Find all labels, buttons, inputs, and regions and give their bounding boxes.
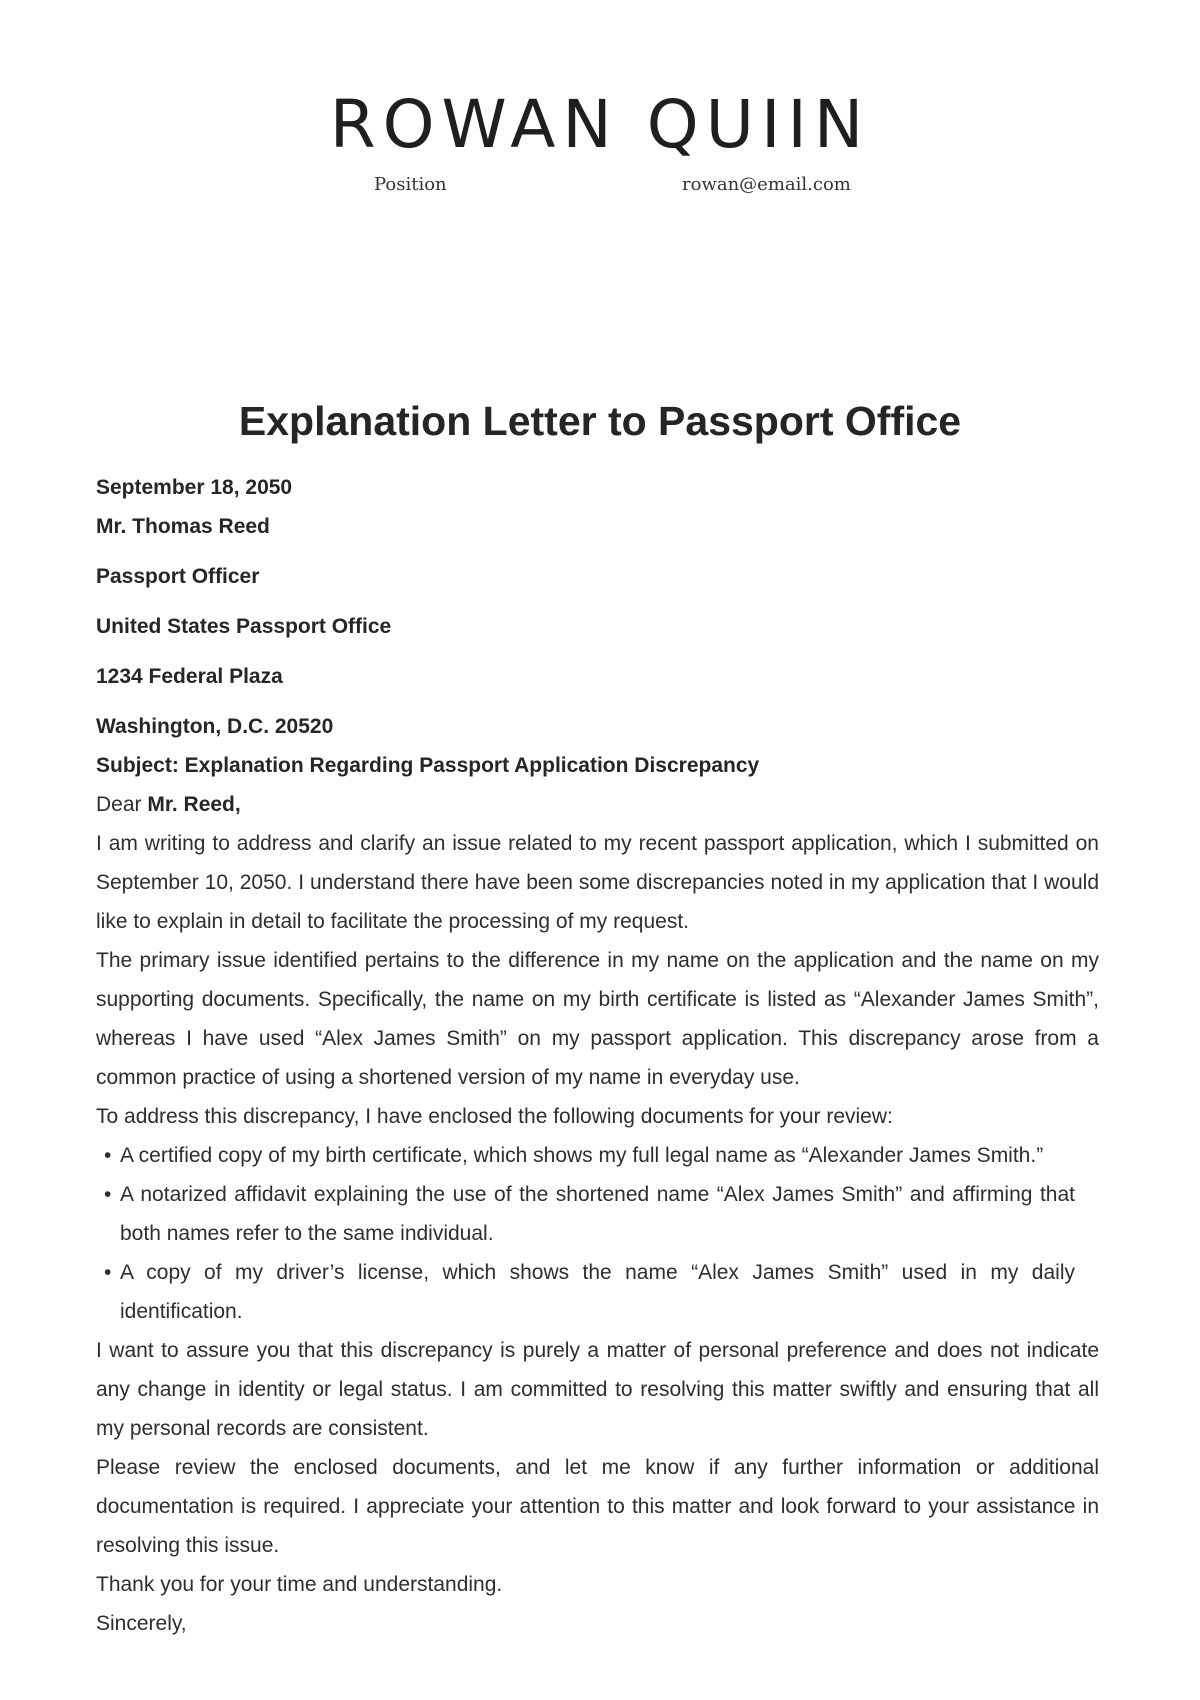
letter-date: September 18, 2050	[96, 476, 293, 499]
signoff: Sincerely,	[96, 1612, 187, 1635]
letterhead	[0, 86, 1200, 195]
bullet-icon: •	[104, 1183, 112, 1206]
enclosure-text: A copy of my driver’s license, which shows the name “Alex James Smith” used in my daily identification.	[120, 1261, 1075, 1323]
letter-body	[96, 468, 1099, 1643]
recipient-name: Mr. Thomas Reed	[96, 515, 270, 538]
bullet-icon: •	[104, 1261, 112, 1284]
enclosure-list	[96, 1136, 1099, 1331]
body-paragraph-3: To address this discrepancy, I have enclosed the following documents for your review:	[96, 1105, 893, 1128]
closing-paragraph-2: Please review the enclosed documents, and let me know if any further information or additional documentation is required. I appreciate your attention to this matter and look forward to your assistance in resolving this issue.	[96, 1456, 1099, 1557]
salutation	[96, 785, 1099, 824]
closing-paragraph-1: I want to assure you that this discrepancy is purely a matter of personal preference and does not indicate any change in identity or legal status. I am committed to resolving this matter swiftly and ensuring that all my personal records are consistent.	[96, 1339, 1099, 1440]
bullet-icon: •	[104, 1144, 112, 1167]
recipient-street: 1234 Federal Plaza	[96, 665, 283, 688]
salutation-prefix: Dear	[96, 793, 148, 816]
document-title: Explanation Letter to Passport Office	[238, 398, 962, 444]
subject-line: Subject: Explanation Regarding Passport Application Discrepancy	[96, 754, 760, 777]
closing-paragraph-3: Thank you for your time and understanding.	[96, 1573, 503, 1596]
body-paragraph-1: I am writing to address and clarify an issue related to my recent passport application, which I submitted on September 10, 2050. I understand there have been some discrepancies noted in my application that I would like to explain in detail to facilitate the processing of my request.	[96, 832, 1099, 933]
salutation-name: Mr. Reed,	[147, 793, 241, 816]
recipient-office: United States Passport Office	[96, 615, 392, 638]
list-item	[96, 1253, 1099, 1331]
sender-email: rowan@email.com	[682, 174, 851, 195]
enclosure-text: A notarized affidavit explaining the use of the shortened name “Alex James Smith” and affirming that both names refer to the same individual.	[120, 1183, 1075, 1245]
list-item	[96, 1175, 1099, 1253]
recipient-role: Passport Officer	[96, 565, 260, 588]
sender-position: Position	[374, 174, 447, 195]
list-item	[96, 1136, 1099, 1175]
body-paragraph-2: The primary issue identified pertains to the difference in my name on the application and the name on my supporting documents. Specifically, the name on my birth certificate is listed as “Alexander James Smith”, whereas I have used “Alex James Smith” on my passport application. This discrepancy arose from a common practice of using a shortened version of my name in everyday use.	[96, 949, 1099, 1089]
recipient-city: Washington, D.C. 20520	[96, 715, 334, 738]
sender-name: ROWAN QUIIN	[329, 86, 871, 163]
enclosure-text: A certified copy of my birth certificate, which shows my full legal name as “Alexander James Smith.”	[120, 1144, 1044, 1167]
